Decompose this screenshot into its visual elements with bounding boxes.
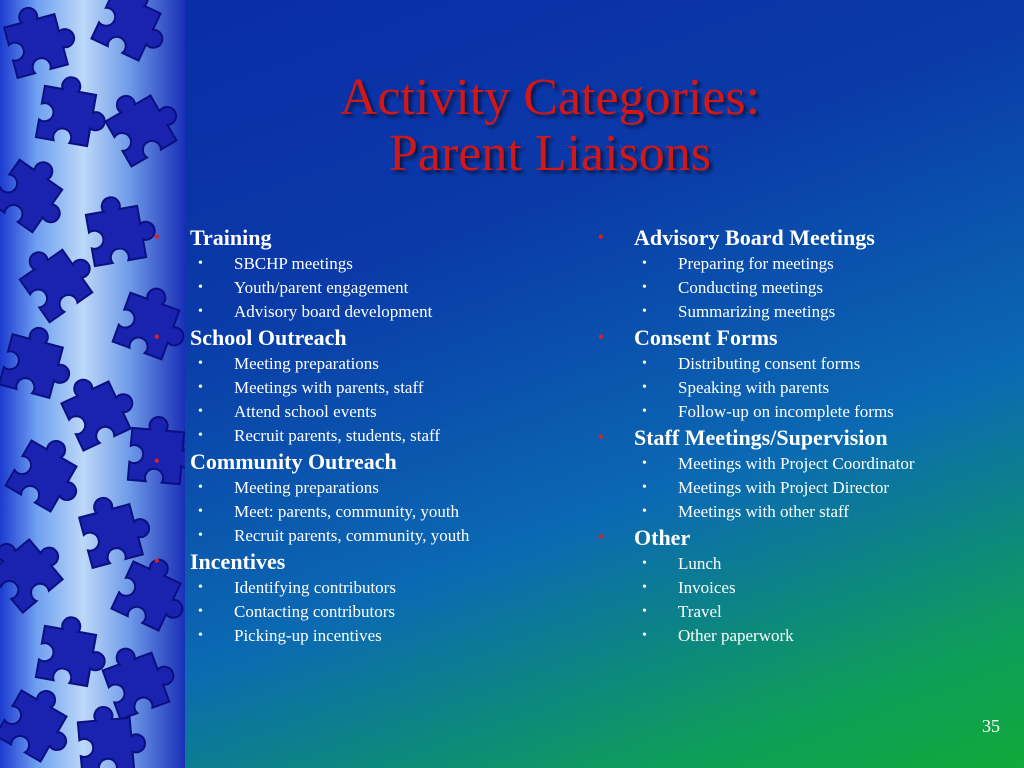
list-item — [150, 524, 570, 548]
bullet-icon: • — [198, 628, 203, 643]
bullet-icon: • — [198, 280, 203, 295]
list-item — [150, 624, 570, 648]
list-item-text: Invoices — [678, 578, 736, 597]
bullet-icon: • — [198, 304, 203, 319]
list-item-text: Speaking with parents — [678, 378, 830, 397]
list-item-text: Conducting meetings — [678, 278, 823, 297]
bullet-icon: • — [198, 256, 203, 271]
list-item — [150, 576, 570, 600]
list-item — [150, 600, 570, 624]
list-item-text: Attend school events — [234, 402, 377, 421]
page-number: 35 — [982, 716, 1000, 736]
bullet-icon: • — [198, 528, 203, 543]
list-item-text: Meetings with Project Director — [678, 478, 890, 497]
section-label: Advisory Board Meetings — [634, 225, 875, 250]
list-item-text: Follow-up on incomplete forms — [678, 402, 894, 421]
section-label: School Outreach — [190, 325, 347, 350]
list-item-text: Advisory board development — [234, 302, 433, 321]
list-item-text: Contacting contributors — [234, 602, 396, 621]
list-item-text: Summarizing meetings — [678, 302, 836, 321]
section-heading — [594, 524, 1014, 552]
list-item — [150, 276, 570, 300]
bullet-icon: • — [642, 580, 647, 595]
list-item — [594, 400, 1014, 424]
section-label: Training — [190, 225, 272, 250]
bullet-icon: • — [198, 404, 203, 419]
list-item-text: Meet: parents, community, youth — [234, 502, 460, 521]
list-item — [594, 352, 1014, 376]
bullet-icon: • — [598, 429, 604, 446]
bullet-icon: • — [642, 404, 647, 419]
bullet-icon: • — [598, 329, 604, 346]
list-item-text: Identifying contributors — [234, 578, 396, 597]
list-item — [150, 424, 570, 448]
list-item — [150, 500, 570, 524]
bullet-icon: • — [598, 529, 604, 546]
list-item-text: Meetings with Project Coordinator — [678, 454, 915, 473]
list-item — [594, 376, 1014, 400]
bullet-icon: • — [198, 380, 203, 395]
list-item-text: Meeting preparations — [234, 478, 379, 497]
list-item-text: Preparing for meetings — [678, 254, 834, 273]
list-item — [150, 376, 570, 400]
list-item-text: Picking-up incentives — [234, 626, 382, 645]
list-item-text: SBCHP meetings — [234, 254, 353, 273]
bullet-icon: • — [642, 604, 647, 619]
list-item-text: Meetings with other staff — [678, 502, 850, 521]
bullet-icon: • — [198, 580, 203, 595]
list-item — [594, 276, 1014, 300]
section-label: Staff Meetings/Supervision — [634, 425, 888, 450]
bullet-icon: • — [642, 480, 647, 495]
list-item — [594, 552, 1014, 576]
section-heading — [594, 224, 1014, 252]
bullet-icon: • — [642, 256, 647, 271]
list-item — [594, 252, 1014, 276]
bullet-icon: • — [642, 456, 647, 471]
list-item-text: Youth/parent engagement — [234, 278, 409, 297]
bullet-icon: • — [642, 280, 647, 295]
list-item-text: Other paperwork — [678, 626, 794, 645]
list-item — [150, 400, 570, 424]
bullet-icon: • — [642, 304, 647, 319]
section-heading — [150, 548, 570, 576]
bullet-icon: • — [598, 229, 604, 246]
list-item — [150, 300, 570, 324]
section-label: Incentives — [190, 549, 286, 574]
section-heading — [594, 424, 1014, 452]
section-heading — [150, 224, 570, 252]
title-line-2: Parent Liaisons — [388, 125, 712, 182]
list-item-text: Recruit parents, students, staff — [234, 426, 441, 445]
list-item-text: Recruit parents, community, youth — [234, 526, 470, 545]
list-item — [150, 352, 570, 376]
list-item — [594, 600, 1014, 624]
bullet-icon: • — [198, 504, 203, 519]
list-item-text: Distributing consent forms — [678, 354, 861, 373]
bullet-icon: • — [198, 604, 203, 619]
list-item-text: Lunch — [678, 554, 722, 573]
list-item-text: Travel — [678, 602, 722, 621]
list-item-text: Meetings with parents, staff — [234, 378, 424, 397]
list-item — [594, 576, 1014, 600]
title-line-1: Activity Categories: — [339, 69, 761, 126]
bullet-icon: • — [642, 504, 647, 519]
bullet-icon: • — [154, 329, 160, 346]
section-heading — [150, 324, 570, 352]
bullet-icon: • — [198, 480, 203, 495]
bullet-icon: • — [642, 380, 647, 395]
list-item — [594, 500, 1014, 524]
bullet-icon: • — [642, 628, 647, 643]
section-label: Community Outreach — [190, 449, 397, 474]
section-label: Consent Forms — [634, 325, 778, 350]
bullet-icon: • — [154, 453, 160, 470]
bullet-icon: • — [642, 556, 647, 571]
list-item — [594, 452, 1014, 476]
bullet-icon: • — [154, 553, 160, 570]
section-heading — [150, 448, 570, 476]
right-column — [594, 224, 1014, 648]
list-item-text: Meeting preparations — [234, 354, 379, 373]
bullet-icon: • — [198, 428, 203, 443]
list-item — [594, 300, 1014, 324]
list-item — [594, 476, 1014, 500]
bullet-icon: • — [198, 356, 203, 371]
list-item — [150, 476, 570, 500]
bullet-icon: • — [154, 229, 160, 246]
section-label: Other — [634, 525, 691, 550]
left-column — [150, 224, 570, 648]
list-item — [594, 624, 1014, 648]
slide-title — [330, 70, 770, 182]
section-heading — [594, 324, 1014, 352]
bullet-icon: • — [642, 356, 647, 371]
list-item — [150, 252, 570, 276]
